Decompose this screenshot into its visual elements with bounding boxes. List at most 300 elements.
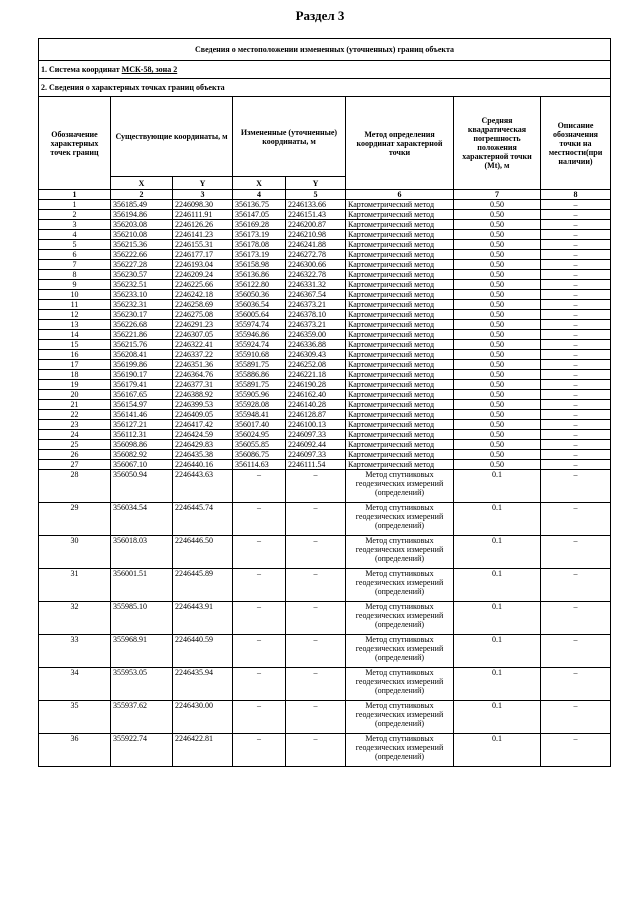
changed-y: 2246378.10 <box>286 310 346 320</box>
changed-x: 356086.75 <box>233 450 286 460</box>
table-row <box>39 430 611 440</box>
changed-x: 355946.86 <box>233 330 286 340</box>
point-number: 4 <box>39 230 111 240</box>
changed-x: 356169.28 <box>233 220 286 230</box>
rms-error: 0.50 <box>454 310 541 320</box>
table-caption: Сведения о местоположении измененных (уточненных) границ объекта <box>39 39 611 61</box>
existing-y: 2246429.83 <box>173 440 233 450</box>
rms-error: 0.50 <box>454 320 541 330</box>
changed-x: 356178.08 <box>233 240 286 250</box>
point-number: 27 <box>39 460 111 470</box>
description: – <box>541 260 611 270</box>
rms-error: 0.50 <box>454 350 541 360</box>
header-rms-error: Средняя квадратическая погрешность положения характерной точки (Mt), м <box>454 97 541 190</box>
table-row <box>39 569 611 602</box>
existing-y: 2246364.76 <box>173 370 233 380</box>
changed-y: 2246111.54 <box>286 460 346 470</box>
column-number: 7 <box>454 190 541 200</box>
changed-x: 355974.74 <box>233 320 286 330</box>
point-number: 36 <box>39 734 111 767</box>
table-row <box>39 300 611 310</box>
point-number: 21 <box>39 400 111 410</box>
changed-x: – <box>233 734 286 767</box>
coord-system-value: МСК-58, зона 2 <box>121 65 178 74</box>
existing-x: 356203.08 <box>111 220 173 230</box>
existing-x: 356112.31 <box>111 430 173 440</box>
column-number: 8 <box>541 190 611 200</box>
changed-y: – <box>286 569 346 602</box>
changed-x: 356147.05 <box>233 210 286 220</box>
table-row <box>39 536 611 569</box>
existing-y: 2246126.26 <box>173 220 233 230</box>
rms-error: 0.1 <box>454 602 541 635</box>
method: Картометрический метод <box>346 380 454 390</box>
changed-x: 356036.54 <box>233 300 286 310</box>
header-description: Описание обозначения точки на местности(при наличии) <box>541 97 611 190</box>
point-number: 25 <box>39 440 111 450</box>
description: – <box>541 220 611 230</box>
description: – <box>541 240 611 250</box>
description: – <box>541 270 611 280</box>
method: Картометрический метод <box>346 240 454 250</box>
changed-y: 2246097.33 <box>286 450 346 460</box>
description: – <box>541 460 611 470</box>
changed-y: 2246252.08 <box>286 360 346 370</box>
changed-y: 2246097.33 <box>286 430 346 440</box>
changed-y: 2246200.87 <box>286 220 346 230</box>
description: – <box>541 503 611 536</box>
table-row <box>39 250 611 260</box>
rms-error: 0.50 <box>454 240 541 250</box>
description: – <box>541 320 611 330</box>
changed-x: 355948.41 <box>233 410 286 420</box>
existing-y: 2246445.89 <box>173 569 233 602</box>
method: Картометрический метод <box>346 330 454 340</box>
rms-error: 0.50 <box>454 340 541 350</box>
table-row <box>39 400 611 410</box>
existing-y: 2246322.41 <box>173 340 233 350</box>
point-number: 26 <box>39 450 111 460</box>
existing-x: 356185.49 <box>111 200 173 210</box>
rms-error: 0.50 <box>454 450 541 460</box>
point-number: 18 <box>39 370 111 380</box>
method: Метод спутниковых геодезических измерений (определений) <box>346 668 454 701</box>
point-number: 20 <box>39 390 111 400</box>
method: Картометрический метод <box>346 250 454 260</box>
point-number: 35 <box>39 701 111 734</box>
changed-x: 355886.86 <box>233 370 286 380</box>
existing-x: 356141.46 <box>111 410 173 420</box>
table-row <box>39 450 611 460</box>
changed-y: – <box>286 734 346 767</box>
rms-error: 0.1 <box>454 734 541 767</box>
changed-y: – <box>286 470 346 503</box>
existing-x: 356233.10 <box>111 290 173 300</box>
boundary-points-table <box>38 38 611 767</box>
existing-x: 355968.91 <box>111 635 173 668</box>
header-method: Метод определения координат характерной точки <box>346 97 454 190</box>
rms-error: 0.50 <box>454 410 541 420</box>
description: – <box>541 340 611 350</box>
method: Метод спутниковых геодезических измерений (определений) <box>346 503 454 536</box>
rms-error: 0.50 <box>454 400 541 410</box>
point-number: 23 <box>39 420 111 430</box>
changed-y: 2246151.43 <box>286 210 346 220</box>
changed-y: 2246210.98 <box>286 230 346 240</box>
coord-system-row <box>39 61 611 79</box>
existing-y: 2246445.74 <box>173 503 233 536</box>
column-numbers-row <box>39 190 611 200</box>
existing-y: 2246435.94 <box>173 668 233 701</box>
point-number: 2 <box>39 210 111 220</box>
changed-x: 356055.85 <box>233 440 286 450</box>
changed-y: 2246162.40 <box>286 390 346 400</box>
rms-error: 0.50 <box>454 380 541 390</box>
point-number: 19 <box>39 380 111 390</box>
table-row <box>39 668 611 701</box>
table-row <box>39 635 611 668</box>
header-changed-y: Y <box>286 177 346 190</box>
table-row <box>39 230 611 240</box>
changed-x: 355891.75 <box>233 380 286 390</box>
point-number: 12 <box>39 310 111 320</box>
existing-y: 2246435.38 <box>173 450 233 460</box>
changed-x: 356122.80 <box>233 280 286 290</box>
changed-y: 2246190.28 <box>286 380 346 390</box>
changed-x: – <box>233 470 286 503</box>
table-row <box>39 260 611 270</box>
existing-x: 356232.51 <box>111 280 173 290</box>
changed-x: 356136.75 <box>233 200 286 210</box>
method: Картометрический метод <box>346 270 454 280</box>
rms-error: 0.50 <box>454 440 541 450</box>
point-number: 1 <box>39 200 111 210</box>
description: – <box>541 440 611 450</box>
description: – <box>541 450 611 460</box>
description: – <box>541 250 611 260</box>
existing-y: 2246443.91 <box>173 602 233 635</box>
method: Картометрический метод <box>346 200 454 210</box>
description: – <box>541 380 611 390</box>
table-row <box>39 340 611 350</box>
rms-error: 0.50 <box>454 260 541 270</box>
existing-x: 356230.57 <box>111 270 173 280</box>
point-number: 11 <box>39 300 111 310</box>
changed-x: 356158.98 <box>233 260 286 270</box>
changed-x: – <box>233 635 286 668</box>
rms-error: 0.50 <box>454 460 541 470</box>
existing-x: 356194.86 <box>111 210 173 220</box>
table-row <box>39 330 611 340</box>
changed-y: – <box>286 536 346 569</box>
rms-error: 0.50 <box>454 430 541 440</box>
existing-y: 2246424.59 <box>173 430 233 440</box>
method: Картометрический метод <box>346 390 454 400</box>
rms-error: 0.50 <box>454 300 541 310</box>
column-number: 5 <box>286 190 346 200</box>
existing-x: 356208.41 <box>111 350 173 360</box>
changed-y: – <box>286 635 346 668</box>
changed-y: 2246322.78 <box>286 270 346 280</box>
method: Картометрический метод <box>346 210 454 220</box>
changed-y: 2246336.88 <box>286 340 346 350</box>
table-row <box>39 460 611 470</box>
existing-x: 356050.94 <box>111 470 173 503</box>
table-row <box>39 420 611 430</box>
existing-x: 356227.28 <box>111 260 173 270</box>
description: – <box>541 310 611 320</box>
description: – <box>541 602 611 635</box>
table-row <box>39 350 611 360</box>
changed-x: – <box>233 701 286 734</box>
changed-x: 355928.08 <box>233 400 286 410</box>
existing-x: 356199.86 <box>111 360 173 370</box>
column-number: 3 <box>173 190 233 200</box>
description: – <box>541 701 611 734</box>
point-number: 33 <box>39 635 111 668</box>
description: – <box>541 734 611 767</box>
existing-x: 356215.76 <box>111 340 173 350</box>
existing-x: 356082.92 <box>111 450 173 460</box>
existing-y: 2246443.63 <box>173 470 233 503</box>
changed-x: 356005.64 <box>233 310 286 320</box>
description: – <box>541 420 611 430</box>
column-number: 4 <box>233 190 286 200</box>
table-row <box>39 290 611 300</box>
point-number: 34 <box>39 668 111 701</box>
changed-x: 355910.68 <box>233 350 286 360</box>
changed-y: – <box>286 668 346 701</box>
existing-y: 2246177.17 <box>173 250 233 260</box>
table-row <box>39 701 611 734</box>
header-existing-x: X <box>111 177 173 190</box>
existing-x: 356179.41 <box>111 380 173 390</box>
description: – <box>541 410 611 420</box>
method: Картометрический метод <box>346 340 454 350</box>
header-existing-coords: Существующие координаты, м <box>111 97 233 177</box>
rms-error: 0.1 <box>454 569 541 602</box>
rms-error: 0.50 <box>454 330 541 340</box>
rms-error: 0.1 <box>454 701 541 734</box>
existing-x: 356001.51 <box>111 569 173 602</box>
existing-y: 2246193.04 <box>173 260 233 270</box>
method: Картометрический метод <box>346 290 454 300</box>
existing-y: 2246351.36 <box>173 360 233 370</box>
table-row <box>39 380 611 390</box>
description: – <box>541 400 611 410</box>
changed-y: 2246133.66 <box>286 200 346 210</box>
existing-y: 2246417.42 <box>173 420 233 430</box>
existing-y: 2246430.00 <box>173 701 233 734</box>
point-number: 31 <box>39 569 111 602</box>
changed-x: 356173.19 <box>233 250 286 260</box>
table-row <box>39 220 611 230</box>
method: Картометрический метод <box>346 460 454 470</box>
changed-y: 2246128.87 <box>286 410 346 420</box>
description: – <box>541 569 611 602</box>
description: – <box>541 370 611 380</box>
rms-error: 0.50 <box>454 200 541 210</box>
existing-x: 356018.03 <box>111 536 173 569</box>
description: – <box>541 210 611 220</box>
changed-x: 356136.86 <box>233 270 286 280</box>
existing-y: 2246098.30 <box>173 200 233 210</box>
existing-x: 356154.97 <box>111 400 173 410</box>
rms-error: 0.1 <box>454 470 541 503</box>
rms-error: 0.50 <box>454 210 541 220</box>
existing-y: 2246291.23 <box>173 320 233 330</box>
table-row <box>39 440 611 450</box>
existing-y: 2246111.91 <box>173 210 233 220</box>
method: Картометрический метод <box>346 410 454 420</box>
method: Картометрический метод <box>346 430 454 440</box>
changed-y: 2246373.21 <box>286 320 346 330</box>
table-row <box>39 200 611 210</box>
rms-error: 0.50 <box>454 420 541 430</box>
point-number: 10 <box>39 290 111 300</box>
existing-x: 356226.68 <box>111 320 173 330</box>
table-row <box>39 310 611 320</box>
method: Метод спутниковых геодезических измерений (определений) <box>346 569 454 602</box>
existing-x: 356067.10 <box>111 460 173 470</box>
table-row <box>39 602 611 635</box>
changed-y: 2246092.44 <box>286 440 346 450</box>
method: Метод спутниковых геодезических измерений (определений) <box>346 635 454 668</box>
point-number: 16 <box>39 350 111 360</box>
rms-error: 0.50 <box>454 220 541 230</box>
point-number: 15 <box>39 340 111 350</box>
header-existing-y: Y <box>173 177 233 190</box>
point-number: 9 <box>39 280 111 290</box>
changed-y: – <box>286 701 346 734</box>
existing-x: 356098.86 <box>111 440 173 450</box>
table-row <box>39 360 611 370</box>
changed-x: – <box>233 602 286 635</box>
changed-y: 2246221.18 <box>286 370 346 380</box>
method: Метод спутниковых геодезических измерений (определений) <box>346 701 454 734</box>
rms-error: 0.50 <box>454 370 541 380</box>
changed-x: 356024.95 <box>233 430 286 440</box>
changed-y: 2246140.28 <box>286 400 346 410</box>
point-number: 6 <box>39 250 111 260</box>
existing-y: 2246337.22 <box>173 350 233 360</box>
changed-x: 356050.36 <box>233 290 286 300</box>
changed-x: 356114.63 <box>233 460 286 470</box>
rms-error: 0.50 <box>454 390 541 400</box>
changed-x: 355905.96 <box>233 390 286 400</box>
table-row <box>39 410 611 420</box>
description: – <box>541 668 611 701</box>
changed-x: 356173.19 <box>233 230 286 240</box>
column-number: 6 <box>346 190 454 200</box>
existing-x: 356222.66 <box>111 250 173 260</box>
points-section-label: 2. Сведения о характерных точках границ объекта <box>39 79 611 97</box>
changed-y: – <box>286 503 346 536</box>
existing-x: 355937.62 <box>111 701 173 734</box>
rms-error: 0.50 <box>454 250 541 260</box>
table-row <box>39 280 611 290</box>
point-number: 17 <box>39 360 111 370</box>
changed-y: 2246331.32 <box>286 280 346 290</box>
changed-y: 2246367.54 <box>286 290 346 300</box>
table-row <box>39 210 611 220</box>
description: – <box>541 390 611 400</box>
changed-x: 355891.75 <box>233 360 286 370</box>
existing-x: 356221.86 <box>111 330 173 340</box>
existing-x: 356230.17 <box>111 310 173 320</box>
method: Картометрический метод <box>346 300 454 310</box>
method: Картометрический метод <box>346 400 454 410</box>
description: – <box>541 280 611 290</box>
existing-y: 2246440.16 <box>173 460 233 470</box>
existing-y: 2246377.31 <box>173 380 233 390</box>
rms-error: 0.1 <box>454 536 541 569</box>
existing-y: 2246440.59 <box>173 635 233 668</box>
description: – <box>541 635 611 668</box>
description: – <box>541 200 611 210</box>
existing-y: 2246388.92 <box>173 390 233 400</box>
changed-x: – <box>233 503 286 536</box>
table-row <box>39 320 611 330</box>
method: Картометрический метод <box>346 310 454 320</box>
changed-y: 2246359.00 <box>286 330 346 340</box>
existing-x: 356034.54 <box>111 503 173 536</box>
rms-error: 0.50 <box>454 360 541 370</box>
table-row <box>39 270 611 280</box>
description: – <box>541 290 611 300</box>
header-changed-coords: Измененные (уточненные) координаты, м <box>233 97 346 177</box>
existing-x: 356210.08 <box>111 230 173 240</box>
existing-x: 356190.17 <box>111 370 173 380</box>
method: Картометрический метод <box>346 440 454 450</box>
coord-system-label: 1. Система координат <box>41 65 120 74</box>
header-point-designation: Обозначение характерных точек границ <box>39 97 111 190</box>
description: – <box>541 330 611 340</box>
method: Картометрический метод <box>346 420 454 430</box>
method: Метод спутниковых геодезических измерений (определений) <box>346 470 454 503</box>
method: Метод спутниковых геодезических измерений (определений) <box>346 734 454 767</box>
rms-error: 0.1 <box>454 668 541 701</box>
method: Метод спутниковых геодезических измерений (определений) <box>346 602 454 635</box>
table-row <box>39 470 611 503</box>
description: – <box>541 350 611 360</box>
table-row <box>39 240 611 250</box>
changed-y: 2246373.21 <box>286 300 346 310</box>
header-changed-x: X <box>233 177 286 190</box>
existing-y: 2246209.24 <box>173 270 233 280</box>
changed-y: 2246272.78 <box>286 250 346 260</box>
existing-x: 356232.31 <box>111 300 173 310</box>
rms-error: 0.1 <box>454 503 541 536</box>
existing-y: 2246399.53 <box>173 400 233 410</box>
changed-x: – <box>233 668 286 701</box>
existing-x: 356127.21 <box>111 420 173 430</box>
description: – <box>541 360 611 370</box>
existing-y: 2246242.18 <box>173 290 233 300</box>
table-row <box>39 503 611 536</box>
existing-y: 2246422.81 <box>173 734 233 767</box>
description: – <box>541 470 611 503</box>
method: Картометрический метод <box>346 370 454 380</box>
method: Картометрический метод <box>346 450 454 460</box>
method: Метод спутниковых геодезических измерений (определений) <box>346 536 454 569</box>
rms-error: 0.50 <box>454 230 541 240</box>
rms-error: 0.50 <box>454 280 541 290</box>
existing-y: 2246225.66 <box>173 280 233 290</box>
rms-error: 0.1 <box>454 635 541 668</box>
method: Картометрический метод <box>346 350 454 360</box>
changed-y: 2246241.88 <box>286 240 346 250</box>
